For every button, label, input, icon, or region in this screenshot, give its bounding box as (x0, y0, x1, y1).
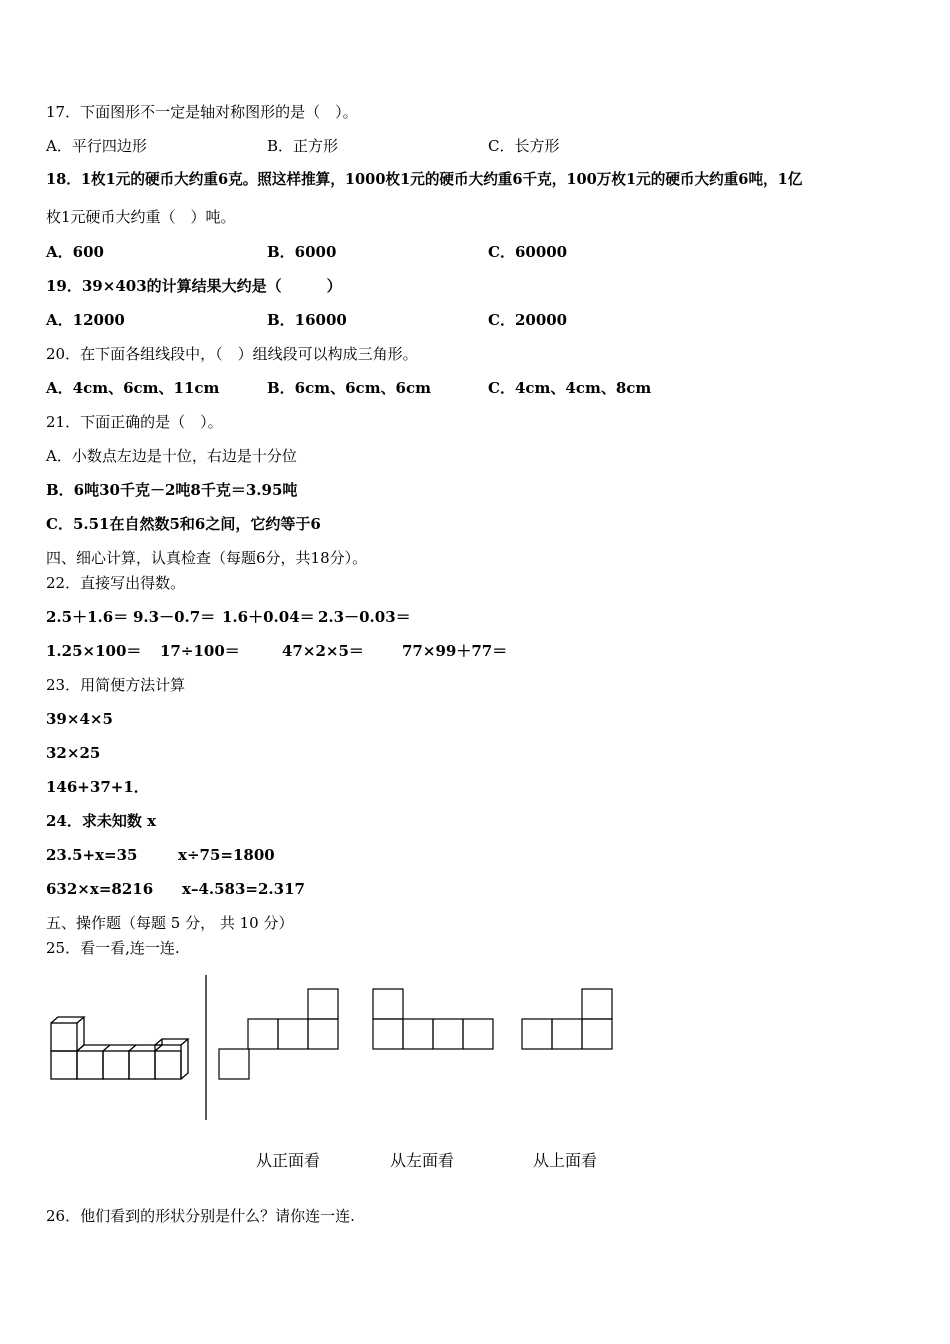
q17-option-b[interactable]: B．正方形 (267, 137, 339, 155)
q20-stem: 20．在下面各组线段中，（ ）组线段可以构成三角形。 (46, 345, 418, 363)
q17-stem: 17．下面图形不一定是轴对称图形的是（ ）。 (46, 103, 358, 121)
q25-divider (204, 975, 208, 1120)
q17-option-a[interactable]: A．平行四边形 (46, 137, 147, 155)
q22-row1-item4: 2.3－0.03＝ (318, 608, 411, 626)
q18-stem-line1: 18．1枚1元的硬币大约重6克。照这样推算，1000枚1元的硬币大约重6千克，100万枚1元的硬币大约重6吨，1亿 (46, 171, 803, 188)
q24-row1-item2: x÷75=1800 (178, 846, 275, 864)
section5-title: 五、操作题（每题 5 分， 共 10 分） (46, 914, 294, 932)
q17-option-c[interactable]: C．长方形 (488, 137, 560, 155)
q20-option-a[interactable]: A．4cm、6cm、11cm (46, 379, 220, 397)
q19-stem: 19．39×403的计算结果大约是（ ） (46, 277, 342, 295)
q25-view-shape-1[interactable] (218, 988, 343, 1083)
q22-stem: 22．直接写出得数。 (46, 574, 186, 592)
q25-cube-solid (50, 1015, 190, 1085)
q18-option-b[interactable]: B．6000 (267, 243, 337, 261)
q25-view-shape-2[interactable] (372, 988, 497, 1053)
q24-row1-item1: 23.5+x=35 (46, 846, 138, 864)
q26-stem: 26．他们看到的形状分别是什么？请你连一连. (46, 1207, 355, 1225)
q22-row2-item2: 17÷100＝ (160, 642, 240, 660)
q25-caption-front[interactable]: 从正面看 (256, 1151, 321, 1170)
q22-row1-item1: 2.5＋1.6＝ (46, 608, 129, 626)
q21-stem: 21．下面正确的是（ ）。 (46, 413, 223, 431)
q23-item-1: 39×4×5 (46, 710, 113, 728)
q23-item-2: 32×25 (46, 744, 101, 762)
q19-option-b[interactable]: B．16000 (267, 311, 347, 329)
section4-title: 四、细心计算，认真检查（每题6分，共18分）。 (46, 549, 368, 567)
q24-stem: 24．求未知数 x (46, 812, 157, 830)
q22-row2-item3: 47×2×5＝ (282, 642, 364, 660)
q24-row2-item1: 632×x=8216 (46, 880, 154, 898)
q21-option-a[interactable]: A．小数点左边是十位，右边是十分位 (46, 447, 297, 465)
q24-row2-item2: x–4.583=2.317 (182, 880, 305, 898)
q21-option-b[interactable]: B．6吨30千克－2吨8千克＝3.95吨 (46, 481, 298, 499)
q23-item-3: 146+37+1． (46, 778, 149, 796)
q18-option-c[interactable]: C．60000 (488, 243, 568, 261)
q19-option-a[interactable]: A．12000 (46, 311, 125, 329)
q25-caption-top[interactable]: 从上面看 (533, 1151, 598, 1170)
q19-option-c[interactable]: C．20000 (488, 311, 568, 329)
q23-stem: 23．用简便方法计算 (46, 676, 186, 694)
q18-stem-line2: 枚1元硬币大约重（ ）吨。 (46, 208, 236, 226)
q20-option-b[interactable]: B．6cm、6cm、6cm (267, 379, 432, 397)
q18-option-a[interactable]: A．600 (46, 243, 104, 261)
q22-row2-item1: 1.25×100＝ (46, 642, 142, 660)
q22-row2-item4: 77×99＋77＝ (402, 642, 508, 660)
q25-caption-left[interactable]: 从左面看 (390, 1151, 455, 1170)
q21-option-c[interactable]: C．5.51在自然数5和6之间，它约等于6 (46, 515, 321, 533)
q22-row1-item3: 1.6＋0.04＝ (222, 608, 315, 626)
q25-stem: 25．看一看,连一连. (46, 939, 180, 957)
q20-option-c[interactable]: C．4cm、4cm、8cm (488, 379, 652, 397)
q22-row1-item2: 9.3－0.7＝ (133, 608, 216, 626)
q25-view-shape-3[interactable] (521, 988, 616, 1053)
